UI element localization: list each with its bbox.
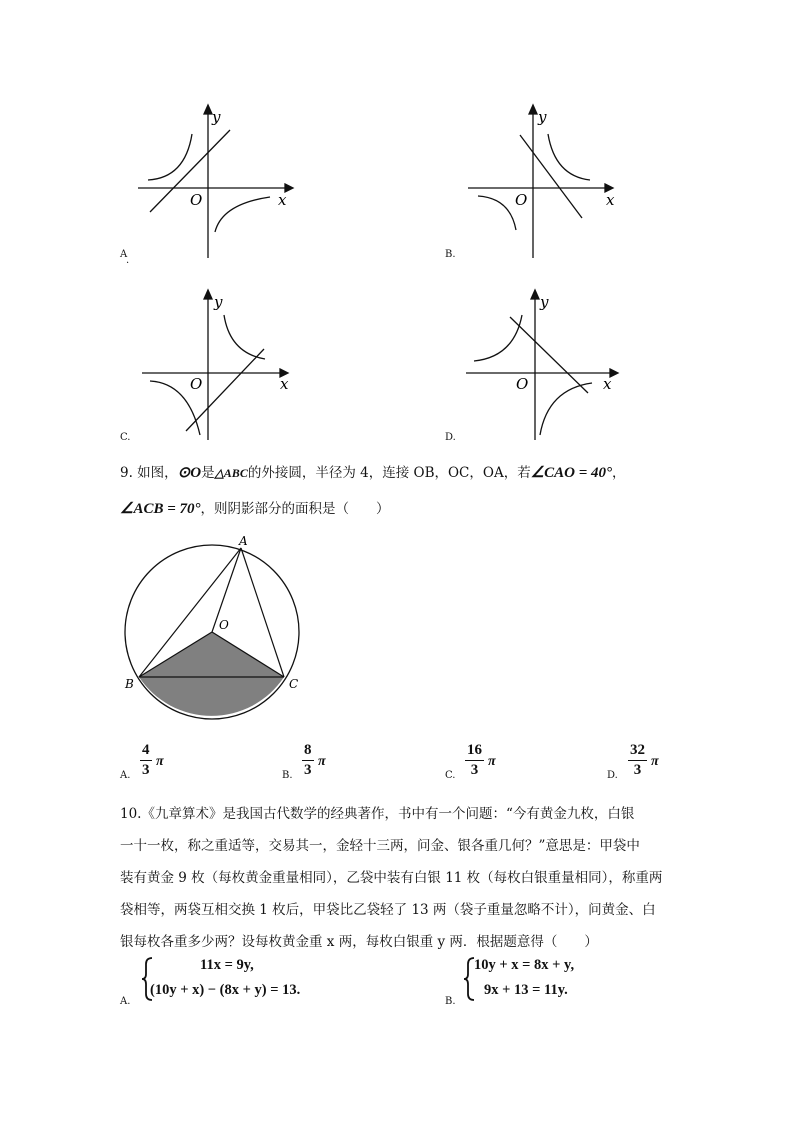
q9-text-b: ，则阴影部分的面积是（ ） [200, 501, 390, 517]
graph-option-a [130, 100, 300, 265]
q9-of: 的 [247, 465, 262, 481]
fraction-numerator: 32 [630, 742, 645, 758]
hyperbola-branch-2 [148, 134, 192, 180]
angle-acb: ∠ACB = 70° [120, 501, 201, 517]
q10-option-b-label[interactable]: B. [445, 996, 456, 1007]
q10-a-equation-1: 11x = 9y, [200, 957, 254, 973]
hyperbola-branch-3 [478, 196, 516, 230]
x-label: x [278, 191, 287, 209]
q9-option-a-label[interactable]: A. [120, 770, 131, 781]
graph-option-c [130, 285, 300, 445]
q8-option-a-dot: . [126, 255, 130, 266]
point-o-label: O [219, 618, 229, 632]
q10-b-equation-1: 10y + x = 8x + y, [474, 957, 575, 973]
q10-a-equation-2: (10y + x) − (8x + y) = 13. [150, 982, 301, 998]
origin-label: O [190, 375, 203, 393]
point-c-label: C [289, 677, 299, 691]
q8-option-b-label[interactable]: B. [445, 249, 456, 260]
q9-line-2 [120, 500, 390, 518]
fraction-denominator: 3 [142, 762, 150, 778]
q9-text-a: 外接圆，半径为 4，连接 OB，OC，OA，若 [261, 465, 531, 481]
pi-symbol: π [651, 754, 659, 769]
fraction-denominator: 3 [304, 762, 312, 778]
q9-is: 是 [201, 465, 215, 481]
fraction-denominator: 3 [633, 762, 642, 778]
q9-option-b-fraction [302, 742, 314, 779]
x-label: x [280, 375, 289, 393]
circle-figure [115, 532, 315, 727]
origin-label: O [515, 191, 528, 209]
hyperbola-branch-1 [224, 315, 265, 359]
q8-option-c-label[interactable]: C. [120, 432, 131, 443]
hyperbola-branch-4 [215, 197, 270, 232]
x-label: x [606, 191, 615, 209]
x-label: x [603, 375, 612, 393]
y-label: y [214, 293, 223, 311]
q10-b-equation-2: 9x + 13 = 11y. [484, 982, 568, 998]
fraction-denominator: 3 [470, 762, 479, 778]
q10-line-5: 银每枚各重多少两？设每枚黄金重 x 两，每枚白银重 y 两．根据题意得（ ） [120, 934, 598, 950]
q9-option-d-label[interactable]: D. [607, 770, 618, 781]
circle-symbol: ⊙O [177, 465, 202, 481]
hyperbola-branch-1 [548, 134, 590, 180]
q10-line-3: 装有黄金 9 枚（每枚黄金重量相同），乙袋中装有白银 11 枚（每枚白银重量相同），称重两 [120, 870, 663, 886]
point-a-label: A [239, 534, 248, 548]
hyperbola-branch-4 [540, 383, 592, 435]
q10-line-2: 一十一枚，称之重适等，交易其一，金轻十三两，问金、银各重几何？”意思是：甲袋中 [120, 838, 640, 854]
q9-line-1 [120, 464, 626, 482]
origin-label: O [516, 375, 529, 393]
triangle-symbol: △ABC [214, 466, 248, 480]
pi-symbol: π [156, 754, 164, 769]
q9-option-d-fraction [628, 742, 647, 779]
pi-symbol: π [318, 754, 326, 769]
y-label: y [538, 108, 547, 126]
q8-option-d-label[interactable]: D. [445, 432, 456, 443]
q9-option-a-fraction [140, 742, 152, 779]
fraction-numerator: 16 [467, 742, 482, 758]
q10-option-a-label[interactable]: A. [120, 996, 131, 1007]
graph-option-d [460, 285, 630, 445]
q10-line-4: 袋相等，两袋互相交换 1 枚后，甲袋比乙袋轻了 13 两（袋子重量忽略不计），问黄金、白 [120, 902, 656, 918]
point-b-label: B [125, 677, 134, 691]
q9-option-c-label[interactable]: C. [445, 770, 456, 781]
pi-symbol: π [488, 754, 496, 769]
q9-option-b-label[interactable]: B. [282, 770, 293, 781]
fraction-numerator: 4 [142, 742, 150, 758]
q9-comma: ， [612, 465, 626, 481]
y-axis-arrow [204, 105, 212, 114]
y-label: y [212, 108, 221, 126]
angle-cao: ∠CAO = 40° [530, 465, 613, 481]
graph-option-b [460, 100, 630, 265]
origin-label: O [190, 191, 203, 209]
q9-option-c-fraction [465, 742, 484, 779]
q10-line-1: 10.《九章算术》是我国古代数学的经典著作，书中有一个问题：“今有黄金九枚，白银 [120, 806, 635, 822]
q9-number: 9. 如图， [120, 465, 178, 481]
y-label: y [540, 293, 549, 311]
fraction-numerator: 8 [304, 742, 312, 758]
q8-option-a-label[interactable]: A [120, 249, 128, 260]
